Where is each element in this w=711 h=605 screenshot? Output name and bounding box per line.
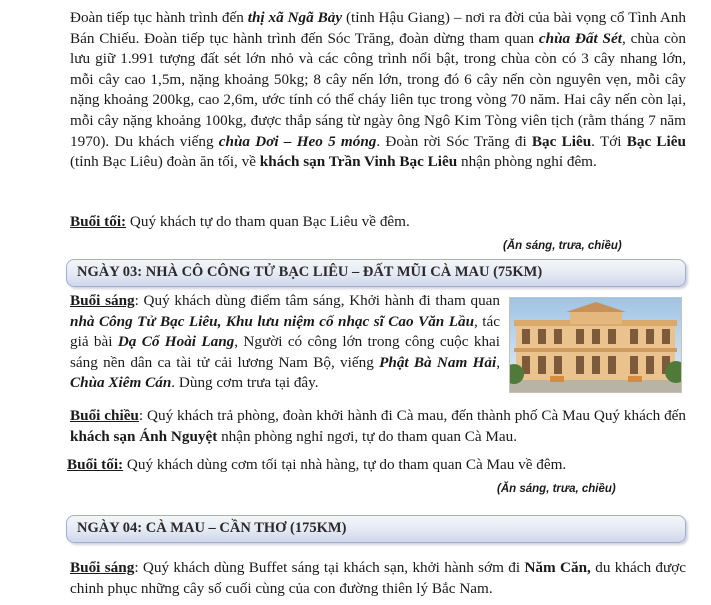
session-label: Buổi tối: (70, 213, 127, 230)
day3-morning-paragraph (70, 291, 500, 394)
meal-note: (Ăn sáng, trưa, chiều) (503, 240, 622, 252)
bac-lieu-mansion-photo (509, 297, 682, 393)
place-bac-lieu: Bạc Liêu (531, 132, 592, 150)
text: : Quý khách trả phòng, đoàn khởi hành đi Cà mau, đến thành phố Cà Mau Quý khách đến (138, 407, 686, 424)
text: Đoàn tiếp tục hành trình đến (70, 9, 248, 26)
day3-afternoon-paragraph (70, 406, 686, 447)
text: , Người có công lớn trong công cuộc khai sáng nền dân ca tài tử cải lương Nam Bộ, viếng (70, 333, 501, 371)
day4-morning-paragraph (70, 558, 686, 599)
text: , (496, 353, 501, 371)
place-phat-ba-nam-hai: Phật Bà Nam Hải (379, 353, 497, 371)
meal-note: (Ăn sáng, trưa, chiều) (497, 483, 616, 495)
place-bac-lieu-2: Bạc Liêu (626, 132, 686, 150)
day3-night-paragraph (67, 455, 686, 476)
day2-night-paragraph (70, 212, 686, 233)
text: Quý khách tự do tham quan Bạc Liêu về đêm. (126, 213, 410, 230)
day-title: NGÀY 03: NHÀ CÔ CÔNG TỬ BẠC LIÊU – ĐẤT MŨI CÀ MAU (75KM) (77, 264, 543, 280)
day-title: NGÀY 04: CÀ MAU – CẦN THƠ (175KM) (77, 520, 347, 536)
session-label: Buổi sáng (70, 559, 135, 576)
text: . Dùng cơm trưa tại đây. (171, 374, 319, 392)
session-label: Buổi chiều (70, 407, 139, 424)
text: , chùa còn lưu giữ 1.991 tượng đất sét lớn nhỏ và các công trình nổi bật, trong chùa còn có 3 cây nhang lớn, mỗi cây cao 1,5m, nặng khoảng 50kg; 8 cây nến lớn, trong đó 6 cây nến còn nguyên vẹn, mỗi cây nặng khoảng 200kg, cao 2,6m, ước tính có thể cháy liên tục trong vòng 70 năm. Hai cây nến còn lại, mỗi cây nặng khoảng 100kg, được thắp sáng từ ngày ông Ngô Kim Tòng viên tịch (rằm tháng 7 năm 1970). Du khách viếng (70, 29, 686, 150)
hotel-tran-vinh: khách sạn Trần Vinh Bạc Liêu (259, 153, 458, 171)
song-da-co-hoai-lang: Dạ Cổ Hoài Lang (117, 333, 235, 351)
text: du khách được chinh phục những cây số cuối cùng của con đường thiên lý Bắc Nam. (70, 559, 687, 597)
text: , tác giả bài (70, 312, 500, 351)
text: . Đoàn rời Sóc Trăng đi (376, 132, 532, 150)
text: Quý khách dùng cơm tối tại nhà hàng, tự do tham quan Cà Mau về đêm. (123, 456, 567, 473)
place-chua-dat-set: chùa Đất Sét (538, 29, 622, 47)
text: (tỉnh Hậu Giang) – nơi ra đời của bài vọng cổ Tình Anh Bán Chiếu. Đoàn tiếp tục hành trình đến Sóc Trăng, đoàn dừng tham quan (70, 9, 686, 47)
place-chua-xiem-can: Chùa Xiêm Cán (70, 374, 172, 392)
day-header-band (66, 515, 686, 543)
text: : Quý khách dùng điểm tâm sáng, Khởi hành đi tham quan (134, 292, 501, 309)
mansion-image (510, 298, 681, 392)
place-nam-can: Năm Căn, (524, 559, 591, 576)
text: : Quý khách dùng Buffet sáng tại khách sạn, khởi hành sớm đi (134, 559, 525, 576)
text: nhận phòng nghỉ đêm. (457, 153, 597, 171)
hotel-anh-nguyet: khách sạn Ánh Nguyệt (70, 427, 218, 445)
session-label: Buổi tối: (67, 456, 124, 473)
text: (tỉnh Bạc Liêu) đoàn ăn tối, về (70, 153, 260, 171)
text: . Tới (591, 132, 627, 150)
place-chua-doi: chùa Dơi – Heo 5 móng (218, 132, 377, 150)
day2-evening-paragraph (70, 8, 686, 173)
place-nga-bay: thị xã Ngã Bảy (247, 9, 343, 26)
day-header-band (66, 259, 686, 287)
place-cong-tu-bac-lieu: nhà Công Tử Bạc Liêu, Khu lưu niệm cố nhạc sĩ Cao Văn Lầu (70, 312, 475, 330)
session-label: Buổi sáng (70, 292, 135, 309)
text: nhận phòng nghỉ ngơi, tự do tham quan Cà Mau. (217, 427, 518, 445)
